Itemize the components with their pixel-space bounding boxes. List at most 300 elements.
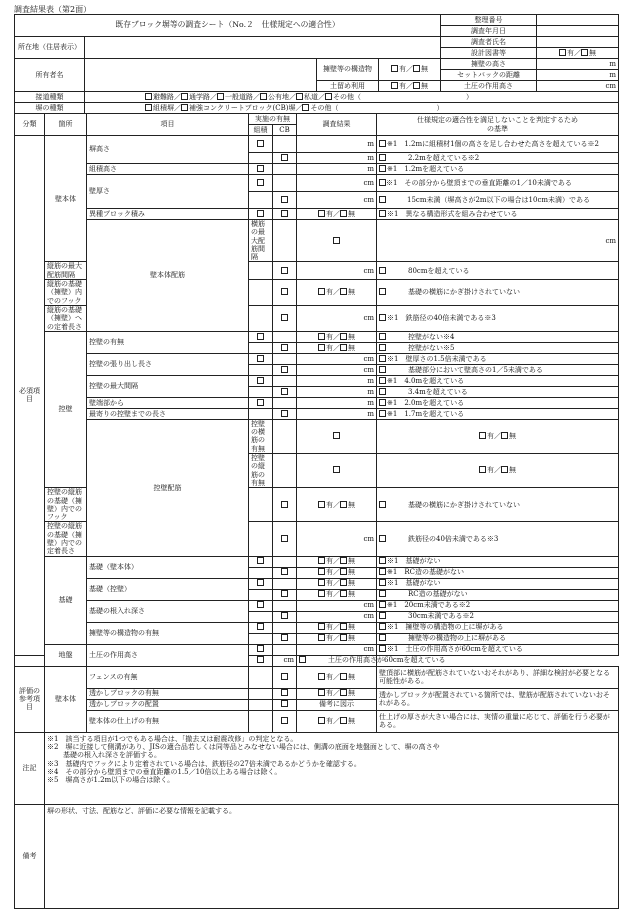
checkbox-icon[interactable]: [333, 237, 340, 244]
hei-label: 塀の種類: [15, 103, 85, 114]
checkbox-icon[interactable]: [281, 673, 288, 680]
result-field[interactable]: cm: [297, 262, 377, 280]
checkbox-icon[interactable]: [281, 154, 288, 161]
row-label: 控壁の縦筋の有無: [249, 454, 273, 488]
cb-check[interactable]: [273, 164, 297, 175]
chosa-name-label: 調査者氏名: [441, 37, 537, 48]
checkbox-icon[interactable]: [257, 355, 264, 362]
checkbox-icon[interactable]: [325, 93, 332, 100]
checkbox-icon[interactable]: [340, 557, 347, 564]
cb-check[interactable]: [249, 655, 273, 666]
note-2b: 基礎の根入れ深さを評価する。: [63, 751, 161, 760]
biko-row: [15, 804, 619, 908]
cb-check[interactable]: [273, 666, 297, 688]
checkbox-icon[interactable]: [299, 656, 306, 663]
result-check[interactable]: 有／ 無: [297, 589, 377, 600]
criteria: ※1 1.7mを超えている: [377, 408, 619, 419]
soseki-check[interactable]: [249, 364, 273, 375]
yoheki-height-label: 擁壁の高さ: [441, 59, 537, 70]
soseki-check[interactable]: [249, 710, 273, 732]
checkbox-icon[interactable]: [318, 590, 325, 597]
checkbox-icon[interactable]: [281, 634, 288, 641]
result-check[interactable]: 有／ 無: [297, 567, 377, 578]
result-field[interactable]: cm: [297, 600, 377, 611]
cb-check[interactable]: [297, 454, 377, 488]
checkbox-icon[interactable]: [260, 93, 267, 100]
checkbox-icon[interactable]: [281, 344, 288, 351]
checkbox-icon[interactable]: [257, 179, 264, 186]
checkbox-icon[interactable]: [379, 179, 386, 186]
criteria: 擁壁等の構造物の上に塀がある: [377, 633, 619, 644]
criteria: ※1 基礎がない: [377, 578, 619, 589]
row-label: 塀高さ: [87, 136, 249, 164]
checkbox-icon[interactable]: [318, 288, 325, 295]
checkbox-icon[interactable]: [145, 104, 152, 111]
criteria: 透かしブロックが配置されている箇所では、壁筋が配筋されていないおそれがある。: [377, 688, 619, 710]
checkbox-icon[interactable]: [379, 601, 386, 608]
soseki-check[interactable]: [249, 666, 273, 688]
cb-check[interactable]: [297, 220, 377, 262]
soseki-check[interactable]: [249, 342, 273, 353]
yoheki-height-field[interactable]: m: [537, 59, 619, 70]
checkbox-icon[interactable]: [379, 314, 386, 321]
checkbox-icon[interactable]: [501, 466, 508, 473]
checkbox-icon[interactable]: [281, 388, 288, 395]
checkbox-icon[interactable]: [340, 344, 347, 351]
checkbox-icon[interactable]: [379, 140, 386, 147]
cb-check[interactable]: [273, 375, 297, 386]
checkbox-icon[interactable]: [413, 65, 420, 72]
criteria: ※1 土圧の作用高さが60cmを超えている: [377, 644, 619, 655]
cb-check[interactable]: [273, 364, 297, 375]
checkbox-icon[interactable]: [281, 410, 288, 417]
seiri-bango-field[interactable]: [537, 15, 619, 26]
table-row: [15, 331, 619, 342]
soseki-check[interactable]: [249, 175, 273, 192]
criteria: ※1 2.0mを超えている: [377, 397, 619, 408]
criteria: 壁頂部に横筋が配筋されていないおそれがあり、詳細な検討が必要となる可能性がある。: [377, 666, 619, 688]
checkbox-icon[interactable]: [379, 535, 386, 542]
notes-body: [45, 732, 619, 804]
criteria: 2.2mを超えている※2: [377, 153, 619, 164]
criteria: 30cm未満である※2: [377, 611, 619, 622]
checkbox-icon[interactable]: [379, 388, 386, 395]
soseki-check[interactable]: [249, 633, 273, 644]
checkbox-icon[interactable]: [379, 399, 386, 406]
result-field[interactable]: m: [297, 153, 377, 164]
checkbox-icon[interactable]: [340, 623, 347, 630]
checkbox-icon[interactable]: [340, 590, 347, 597]
checkbox-icon[interactable]: [318, 501, 325, 508]
row-label: 透かしブロックの配置: [87, 699, 249, 710]
result-check[interactable]: 有／ 無: [297, 710, 377, 732]
table-row: [15, 164, 619, 175]
soseki-check[interactable]: [273, 454, 297, 488]
checkbox-icon[interactable]: [281, 590, 288, 597]
result-check[interactable]: 有／ 無: [297, 622, 377, 633]
checkbox-icon[interactable]: [479, 466, 486, 473]
cb-check[interactable]: [273, 262, 297, 280]
checkbox-icon[interactable]: [479, 432, 486, 439]
cb-check[interactable]: [273, 408, 297, 419]
cb-check[interactable]: [273, 192, 297, 209]
shozaichi-field[interactable]: [85, 37, 441, 59]
soseki-check[interactable]: [249, 644, 273, 655]
checkbox-icon[interactable]: [257, 210, 264, 217]
soseki-check[interactable]: [249, 408, 273, 419]
checkbox-icon[interactable]: [257, 333, 264, 340]
checkbox-icon[interactable]: [379, 623, 386, 630]
result-check[interactable]: 有／ 無: [297, 666, 377, 688]
soseki-check[interactable]: [249, 522, 273, 556]
checkbox-icon[interactable]: [257, 601, 264, 608]
soseki-check[interactable]: [273, 220, 297, 262]
soseki-check[interactable]: [249, 589, 273, 600]
checkbox-icon[interactable]: [318, 689, 325, 696]
kasho-kiso: 基礎: [45, 556, 87, 644]
soseki-check[interactable]: [249, 397, 273, 408]
doatsu-field[interactable]: cm: [537, 81, 619, 92]
table-row: [15, 556, 619, 567]
checkbox-icon[interactable]: [318, 568, 325, 575]
checkbox-icon[interactable]: [318, 210, 325, 217]
soseki-check[interactable]: [249, 578, 273, 589]
soseki-check[interactable]: [15, 655, 45, 666]
checkbox-icon[interactable]: [340, 579, 347, 586]
soseki-check[interactable]: [249, 386, 273, 397]
checkbox-icon[interactable]: [379, 634, 386, 641]
checkbox-icon[interactable]: [379, 288, 386, 295]
checkbox-icon[interactable]: [257, 140, 264, 147]
cb-check[interactable]: [273, 175, 297, 192]
result-check[interactable]: 有／ 無: [297, 578, 377, 589]
result-check[interactable]: 有／ 無: [297, 280, 377, 306]
col-soseki: 組積: [249, 125, 273, 136]
checkbox-icon[interactable]: [379, 557, 386, 564]
checkbox-icon[interactable]: [302, 104, 309, 111]
cb-check[interactable]: [273, 305, 297, 331]
sekkei-label: 設計図書等: [441, 48, 537, 59]
checkbox-icon[interactable]: [379, 645, 386, 652]
checkbox-icon[interactable]: [391, 82, 398, 89]
checkbox-icon[interactable]: [379, 333, 386, 340]
criteria: ※1 擁壁等の構造物の上に塀がある: [377, 622, 619, 633]
criteria: ※1 その部分から壁頂までの垂直距離の1／10未満である: [377, 175, 619, 192]
cb-check[interactable]: [297, 419, 377, 453]
soseki-check[interactable]: [249, 567, 273, 578]
row-label: 控壁の最大間隔: [87, 375, 249, 397]
checkbox-icon[interactable]: [333, 432, 340, 439]
seiri-bango-label: 整理番号: [441, 15, 537, 26]
result-field[interactable]: cm: [297, 522, 377, 556]
table-row: [15, 644, 619, 655]
checkbox-icon[interactable]: [379, 196, 386, 203]
criteria: 鉄筋径の40倍未満である※3: [377, 522, 619, 556]
checkbox-icon[interactable]: [318, 579, 325, 586]
checkbox-icon[interactable]: [340, 288, 347, 295]
checkbox-icon[interactable]: [379, 267, 386, 274]
row-label: 壁端部から: [87, 397, 249, 408]
biko-text: 塀の形状、寸法、配筋など、評価に必要な情報を記載する。: [47, 806, 236, 815]
checkbox-icon[interactable]: [318, 344, 325, 351]
checkbox-icon[interactable]: [581, 49, 588, 56]
result-field[interactable]: m: [297, 397, 377, 408]
result-field[interactable]: cm: [297, 353, 377, 364]
result-check[interactable]: 有／ 無: [297, 556, 377, 567]
checkbox-icon[interactable]: [379, 344, 386, 351]
result-check[interactable]: 有／ 無: [297, 633, 377, 644]
yoheki-check[interactable]: 有／ 無: [379, 59, 441, 81]
checkbox-icon[interactable]: [281, 267, 288, 274]
checkbox-icon[interactable]: [379, 410, 386, 417]
checkbox-icon[interactable]: [333, 466, 340, 473]
checkbox-icon[interactable]: [257, 579, 264, 586]
checkbox-icon[interactable]: [379, 355, 386, 362]
result-field[interactable]: m: [297, 136, 377, 153]
checkbox-icon[interactable]: [281, 210, 288, 217]
criteria: ※1 1.2mに組積材1個の高さを足し合わせた高さを超えている※2: [377, 136, 619, 153]
checkbox-icon[interactable]: [181, 104, 188, 111]
checkbox-icon[interactable]: [340, 333, 347, 340]
checkbox-icon[interactable]: [257, 557, 264, 564]
checkbox-icon[interactable]: [318, 623, 325, 630]
criteria: ※1 1.2mを超えている: [377, 164, 619, 175]
cb-check[interactable]: [273, 688, 297, 699]
cb-check[interactable]: [273, 578, 297, 589]
row-label: 縦筋の最大配筋間隔: [45, 262, 87, 280]
cb-check[interactable]: [273, 386, 297, 397]
yoheki-label: 擁壁等の構造物: [317, 59, 379, 81]
soseki-check[interactable]: [249, 699, 273, 710]
criteria: ※1 基礎がない: [377, 556, 619, 567]
checkbox-icon[interactable]: [379, 165, 386, 172]
cb-check[interactable]: [273, 153, 297, 164]
shoyusha-field[interactable]: [85, 59, 317, 92]
cb-check[interactable]: [273, 611, 297, 622]
checkbox-icon[interactable]: [318, 557, 325, 564]
checkbox-icon[interactable]: [379, 210, 386, 217]
soseki-check[interactable]: [249, 305, 273, 331]
soseki-check[interactable]: [249, 164, 273, 175]
soseki-check[interactable]: [249, 375, 273, 386]
dodome-check[interactable]: 有／ 無: [379, 81, 441, 92]
criteria: ※1 壁厚さの1.5倍未満である: [377, 353, 619, 364]
row-label: 組積高さ: [87, 164, 249, 175]
result-field[interactable]: cm: [297, 611, 377, 622]
checkbox-icon[interactable]: [281, 501, 288, 508]
criteria: ※1 4.0mを超えている: [377, 375, 619, 386]
checkbox-icon[interactable]: [340, 689, 347, 696]
cb-check[interactable]: [273, 644, 297, 655]
setback-field[interactable]: m: [537, 70, 619, 81]
cb-check[interactable]: [273, 488, 297, 522]
criteria: 15cm未満（塀高さが2m以下の場合は10cm未満）である: [377, 192, 619, 209]
checkbox-icon[interactable]: [281, 612, 288, 619]
checkbox-icon[interactable]: [379, 377, 386, 384]
result-check[interactable]: 有／ 無: [377, 454, 619, 488]
chosa-date-label: 調査年月日: [441, 26, 537, 37]
soseki-check[interactable]: [249, 688, 273, 699]
cb-check[interactable]: [273, 280, 297, 306]
cb-check[interactable]: [273, 589, 297, 600]
checkbox-icon[interactable]: [318, 333, 325, 340]
checkbox-icon[interactable]: [217, 93, 224, 100]
result-check[interactable]: 有／ 無: [297, 209, 377, 220]
checkbox-icon[interactable]: [281, 535, 288, 542]
checkbox-icon[interactable]: [340, 717, 347, 724]
soseki-check[interactable]: [249, 556, 273, 567]
checkbox-icon[interactable]: [379, 579, 386, 586]
cb-check[interactable]: [273, 600, 297, 611]
checkbox-icon[interactable]: [281, 689, 288, 696]
cb-check[interactable]: [273, 397, 297, 408]
soseki-check[interactable]: [249, 280, 273, 306]
result-check[interactable]: 有／ 無: [297, 688, 377, 699]
chosa-date-field[interactable]: [537, 26, 619, 37]
soseki-check[interactable]: [249, 600, 273, 611]
section-hissu: 必須項目: [15, 136, 45, 656]
biko-field[interactable]: [45, 804, 619, 908]
result-field[interactable]: cm: [273, 655, 297, 666]
criteria: 控壁がない※4: [377, 331, 619, 342]
checkbox-icon[interactable]: [340, 673, 347, 680]
checkbox-icon[interactable]: [296, 93, 303, 100]
notes-label: 注記: [15, 732, 45, 804]
cb-check[interactable]: [273, 699, 297, 710]
result-field[interactable]: cm: [297, 192, 377, 209]
cb-check[interactable]: [273, 633, 297, 644]
soseki-check[interactable]: [249, 209, 273, 220]
checkbox-icon[interactable]: [181, 93, 188, 100]
checkbox-icon[interactable]: [379, 612, 386, 619]
table-row: [15, 175, 619, 192]
col-komoku: 項目: [87, 114, 249, 136]
checkbox-icon[interactable]: [257, 656, 264, 663]
checkbox-icon[interactable]: [340, 501, 347, 508]
result-field[interactable]: cm: [297, 364, 377, 375]
table-row: [15, 209, 619, 220]
soseki-check[interactable]: [249, 611, 273, 622]
sekkei-check[interactable]: 有／ 無: [537, 48, 619, 59]
cb-check[interactable]: [273, 622, 297, 633]
soseki-check[interactable]: [249, 192, 273, 209]
checkbox-icon[interactable]: [340, 568, 347, 575]
checkbox-icon[interactable]: [281, 568, 288, 575]
cb-check[interactable]: [273, 331, 297, 342]
result-check[interactable]: 有／ 無: [377, 419, 619, 453]
result-check[interactable]: 有／ 無: [297, 488, 377, 522]
checkbox-icon[interactable]: [281, 288, 288, 295]
checkbox-icon[interactable]: [318, 634, 325, 641]
checkbox-icon[interactable]: [257, 399, 264, 406]
checkbox-icon[interactable]: [281, 196, 288, 203]
row-label: 透かしブロックの有無: [87, 688, 249, 699]
checkbox-icon[interactable]: [501, 432, 508, 439]
cb-check[interactable]: [273, 136, 297, 153]
checkbox-icon[interactable]: [340, 210, 347, 217]
note-5: ※5 塀高さが1.2m以下の場合は除く。: [47, 776, 175, 785]
result-field[interactable]: m: [297, 386, 377, 397]
result-field[interactable]: cm: [297, 175, 377, 192]
row-label: 壁厚さ: [87, 175, 249, 209]
main-table: [14, 113, 619, 909]
setback-label: セットバックの距離: [441, 70, 537, 81]
row-label: 控壁の縦筋の基礎（擁壁）内での定着長さ: [45, 522, 87, 556]
checkbox-icon[interactable]: [413, 82, 420, 89]
result-field[interactable]: cm: [297, 305, 377, 331]
result-check[interactable]: 備考に図示: [297, 699, 377, 710]
row-label: 最寄りの控壁までの長さ: [87, 408, 249, 419]
soseki-check[interactable]: [249, 262, 273, 280]
kasho-hikae-haikin: 控壁配筋: [87, 419, 249, 556]
result-field[interactable]: m: [297, 164, 377, 175]
soseki-check[interactable]: [249, 153, 273, 164]
table-row: [15, 578, 619, 589]
result-field[interactable]: cm: [297, 644, 377, 655]
cb-check[interactable]: [273, 710, 297, 732]
checkbox-icon[interactable]: [379, 501, 386, 508]
checkbox-icon[interactable]: [257, 165, 264, 172]
soseki-check[interactable]: [249, 136, 273, 153]
soseki-check[interactable]: [249, 353, 273, 364]
cb-check[interactable]: [273, 522, 297, 556]
result-check[interactable]: 有／ 無: [297, 331, 377, 342]
hei-check[interactable]: 組積塀／ 補強コンクリートブロック(CB)塀／ その他（ ）: [85, 103, 619, 114]
setsudo-check[interactable]: 避難路／ 通学路／ 一般道路／ 公有地／ 私道／ その他（ ）: [85, 92, 619, 103]
checkbox-icon[interactable]: [145, 93, 152, 100]
cb-check[interactable]: [273, 353, 297, 364]
checkbox-icon[interactable]: [281, 314, 288, 321]
checkbox-icon[interactable]: [318, 673, 325, 680]
criteria: ※1 RC造の基礎がない: [377, 567, 619, 578]
checkbox-icon[interactable]: [559, 49, 566, 56]
cb-check[interactable]: [273, 556, 297, 567]
result-field[interactable]: m: [297, 408, 377, 419]
checkbox-icon[interactable]: [281, 700, 288, 707]
row-label: 異種ブロック積み: [87, 209, 249, 220]
result-check[interactable]: 有／ 無: [297, 342, 377, 353]
checkbox-icon[interactable]: [281, 717, 288, 724]
result-field[interactable]: cm: [377, 220, 619, 262]
cb-check[interactable]: [273, 342, 297, 353]
checkbox-icon[interactable]: [379, 568, 386, 575]
kasho-jiban: 地盤: [45, 644, 87, 666]
cb-check[interactable]: [273, 567, 297, 578]
cb-check[interactable]: [273, 209, 297, 220]
result-field[interactable]: m: [297, 375, 377, 386]
checkbox-icon[interactable]: [379, 366, 386, 373]
row-label: 縦筋の基礎（擁壁）内でのフック: [45, 280, 87, 306]
checkbox-icon[interactable]: [257, 645, 264, 652]
chosa-name-field[interactable]: [537, 37, 619, 48]
checkbox-icon[interactable]: [379, 590, 386, 597]
soseki-check[interactable]: [249, 488, 273, 522]
checkbox-icon[interactable]: [318, 717, 325, 724]
row-label: 控壁の横筋の有無: [249, 419, 273, 453]
checkbox-icon[interactable]: [257, 623, 264, 630]
dodome-label: 土留め利用: [317, 81, 379, 92]
soseki-check[interactable]: [249, 622, 273, 633]
checkbox-icon[interactable]: [340, 634, 347, 641]
table-row: [15, 375, 619, 386]
checkbox-icon[interactable]: [391, 65, 398, 72]
checkbox-icon[interactable]: [281, 366, 288, 373]
soseki-check[interactable]: [249, 331, 273, 342]
soseki-check[interactable]: [273, 419, 297, 453]
row-label: 控壁の張り出し長さ: [87, 353, 249, 375]
checkbox-icon[interactable]: [257, 377, 264, 384]
checkbox-icon[interactable]: [379, 154, 386, 161]
